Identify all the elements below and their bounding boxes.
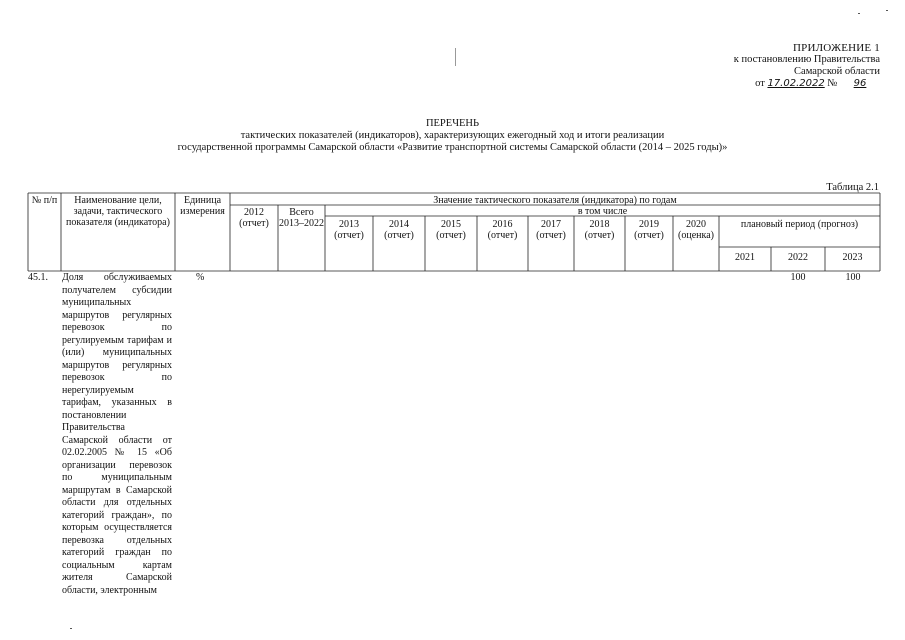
- header-year: 2017 (отчет): [536, 219, 566, 241]
- scan-speck: [858, 13, 860, 14]
- heading-title: ПЕРЕЧЕНЬ: [425, 118, 480, 129]
- header-name: Наименование цели, задачи, тактического показателя (индикатора): [66, 195, 170, 228]
- handwritten-number: 96: [853, 78, 867, 89]
- header-year: 2018 (отчет): [584, 219, 615, 241]
- header-year: 2015 (отчет): [436, 219, 466, 241]
- header-no: № п/п: [31, 195, 58, 206]
- row-value-2022: 100: [790, 272, 806, 283]
- header-year: 2020 (оценка): [678, 219, 714, 241]
- scan-speck: [455, 48, 456, 66]
- header-year: 2021: [735, 252, 755, 263]
- header-year: 2012 (отчет): [239, 207, 269, 229]
- heading-line1: тактических показателей (индикаторов), характеризующих ежегодный ход и итоги реализации: [240, 130, 665, 141]
- handwritten-date: 17.02.2022: [767, 78, 825, 89]
- header-subgroup: в том числе: [577, 206, 628, 217]
- row-indicator-name: Доля обслуживаемых получателем субсидии муниципальных маршрутов регулярных перевозок по регулируемым тарифам и (или) муниципальных маршрутов регулярных перевозок по нерегулируемым тарифам, указанных в постановлении Правительства Самарской области от 02.02.2005 № 15 «Об организации перевозок по муниципальным маршрутам в Самарской области для отдельных категорий граждан», по которым осуществляется перевозка отдельных категорий граждан по социальным картам жителя Самарской области, электронным: [62, 272, 172, 596]
- header-group: Значение тактического показателя (индикатора) по годам: [433, 195, 677, 206]
- scan-speck: [70, 628, 72, 629]
- row-value-2023: 100: [845, 272, 861, 283]
- table-label: Таблица 2.1: [826, 182, 879, 193]
- header-year: 2013 (отчет): [334, 219, 364, 241]
- row-unit: %: [196, 272, 205, 283]
- header-year: 2014 (отчет): [384, 219, 414, 241]
- header-year: 2019 (отчет): [634, 219, 664, 241]
- row-number: 45.1.: [28, 272, 48, 283]
- header-planned: плановый период (прогноз): [740, 219, 859, 230]
- number-prefix: №: [827, 78, 838, 89]
- header-year: 2016 (отчет): [487, 219, 518, 241]
- heading-line2: государственной программы Самарской области «Развитие транспортной системы Самарской области (2014 – 2025 годы)»: [177, 142, 728, 153]
- header-year: 2023: [842, 252, 863, 263]
- appendix-title: ПРИЛОЖЕНИЕ 1: [793, 42, 880, 54]
- appendix-line2: Самарской области: [794, 66, 880, 77]
- scan-speck: [886, 10, 888, 11]
- appendix-line1: к постановлению Правительства: [733, 54, 880, 65]
- header-year: Всего 2013–2022: [279, 207, 324, 229]
- date-prefix: от: [755, 78, 765, 89]
- header-year: 2022: [788, 252, 808, 263]
- header-unit: Единица измерения: [180, 195, 225, 217]
